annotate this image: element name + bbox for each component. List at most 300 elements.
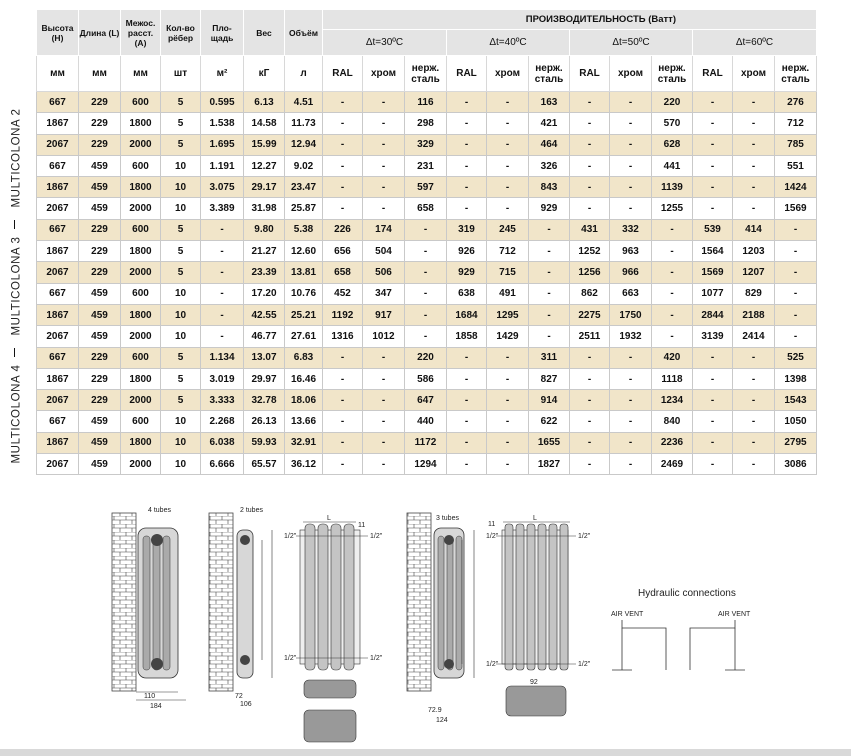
table-cell: 5 (161, 219, 201, 240)
delta-50-header: Δt=50ºC (570, 30, 693, 56)
table-cell: 11.73 (285, 113, 323, 134)
table-cell: 658 (323, 262, 363, 283)
table-cell: 10 (161, 177, 201, 198)
pipe-size-label: 1/2" (486, 661, 499, 668)
table-cell: 5 (161, 262, 201, 283)
table-row (37, 198, 817, 219)
performance-header: ПРОИЗВОДИТЕЛЬНОСТЬ (Ватт) (323, 10, 817, 30)
table-row (37, 326, 817, 347)
table-cell: 1077 (693, 283, 733, 304)
table-cell: 174 (363, 219, 405, 240)
table-cell: 1800 (121, 432, 161, 453)
table-cell: - (201, 262, 244, 283)
table-cell: - (733, 411, 775, 432)
table-cell: 459 (79, 326, 121, 347)
table-cell: 10 (161, 283, 201, 304)
table-cell: - (733, 92, 775, 113)
table-cell: - (570, 134, 610, 155)
sub-steel: нерж. сталь (652, 56, 693, 92)
table-cell: 667 (37, 347, 79, 368)
dim-L: L (327, 515, 331, 522)
pipe-size-label: 1/2" (578, 533, 591, 540)
table-cell: - (610, 92, 652, 113)
table-cell: 441 (652, 155, 693, 176)
spec-table-body (37, 92, 817, 475)
table-cell: 2067 (37, 390, 79, 411)
table-cell: 840 (652, 411, 693, 432)
table-cell: 329 (405, 134, 447, 155)
table-cell: 5 (161, 368, 201, 389)
table-cell: 2275 (570, 304, 610, 325)
table-cell: 326 (529, 155, 570, 176)
table-cell: 663 (610, 283, 652, 304)
table-cell: 226 (323, 219, 363, 240)
table-cell: 25.87 (285, 198, 323, 219)
table-cell: - (323, 432, 363, 453)
table-cell: 4.51 (285, 92, 323, 113)
table-cell: - (323, 411, 363, 432)
unit-center: мм (121, 56, 161, 92)
table-cell: - (529, 283, 570, 304)
table-cell: 5.38 (285, 219, 323, 240)
table-cell: - (610, 454, 652, 475)
table-cell: - (405, 219, 447, 240)
table-cell: - (652, 304, 693, 325)
table-cell: - (363, 177, 405, 198)
table-cell: - (447, 432, 487, 453)
table-cell: 914 (529, 390, 570, 411)
table-cell: 1655 (529, 432, 570, 453)
table-cell: 13.07 (244, 347, 285, 368)
col-ribs-header: Кол-во рёбер (161, 10, 201, 56)
table-cell: 245 (487, 219, 529, 240)
table-cell: 26.13 (244, 411, 285, 432)
table-cell: 1.538 (201, 113, 244, 134)
table-cell: 229 (79, 134, 121, 155)
table-cell: 10 (161, 411, 201, 432)
table-row (37, 92, 817, 113)
table-cell: - (363, 368, 405, 389)
table-cell: 6.83 (285, 347, 323, 368)
table-cell: 10 (161, 432, 201, 453)
table-cell: 347 (363, 283, 405, 304)
table-cell: 2067 (37, 134, 79, 155)
table-cell: 600 (121, 92, 161, 113)
table-cell: 13.81 (285, 262, 323, 283)
dim-110: 110 (144, 693, 156, 700)
table-cell: 966 (610, 262, 652, 283)
table-cell: - (610, 134, 652, 155)
table-cell: 1800 (121, 177, 161, 198)
table-cell: 3.389 (201, 198, 244, 219)
table-cell: 42.55 (244, 304, 285, 325)
table-cell: 638 (447, 283, 487, 304)
table-cell: 1118 (652, 368, 693, 389)
table-cell: 5 (161, 390, 201, 411)
table-cell: 551 (775, 155, 817, 176)
table-cell: 25.21 (285, 304, 323, 325)
table-cell: 2067 (37, 262, 79, 283)
table-cell: - (733, 155, 775, 176)
hydraulic-connections (611, 588, 751, 670)
pipe-size-label: 1/2" (578, 661, 591, 668)
drawing-3-tubes (407, 513, 474, 724)
table-cell: 3.075 (201, 177, 244, 198)
table-cell: 1932 (610, 326, 652, 347)
table-cell: 10 (161, 155, 201, 176)
table-cell: - (487, 411, 529, 432)
table-cell: - (733, 134, 775, 155)
table-cell: - (529, 304, 570, 325)
table-cell: 229 (79, 219, 121, 240)
table-cell: 229 (79, 262, 121, 283)
unit-length: мм (79, 56, 121, 92)
table-row (37, 241, 817, 262)
table-cell: 229 (79, 92, 121, 113)
table-cell: 21.27 (244, 241, 285, 262)
table-cell: 785 (775, 134, 817, 155)
table-cell: - (652, 262, 693, 283)
table-cell: - (693, 368, 733, 389)
table-cell: 220 (652, 92, 693, 113)
table-cell: 1424 (775, 177, 817, 198)
table-cell: 3.019 (201, 368, 244, 389)
table-cell: 600 (121, 283, 161, 304)
table-cell: - (487, 198, 529, 219)
table-cell: 600 (121, 155, 161, 176)
table-cell: - (487, 177, 529, 198)
table-cell: 6.666 (201, 454, 244, 475)
table-cell: 1398 (775, 368, 817, 389)
table-cell: 459 (79, 177, 121, 198)
table-row (37, 347, 817, 368)
technical-drawings (0, 500, 851, 749)
table-cell: - (323, 390, 363, 411)
table-cell: - (529, 262, 570, 283)
sub-steel: нерж. сталь (405, 56, 447, 92)
pipe-size-label: 1/2" (284, 533, 297, 540)
table-cell: 1172 (405, 432, 447, 453)
table-cell: 2000 (121, 262, 161, 283)
table-row (37, 432, 817, 453)
table-cell: - (201, 326, 244, 347)
sub-steel: нерж. сталь (775, 56, 817, 92)
table-cell: - (570, 368, 610, 389)
table-cell: - (487, 368, 529, 389)
dim-106: 106 (240, 701, 252, 708)
table-cell: 2414 (733, 326, 775, 347)
table-cell: 12.94 (285, 134, 323, 155)
table-cell: 667 (37, 283, 79, 304)
drawing-4-tubes (112, 507, 186, 710)
table-cell: 5 (161, 347, 201, 368)
table-cell: - (447, 113, 487, 134)
table-cell: - (733, 432, 775, 453)
col-area-header: Пло- щадь (201, 10, 244, 56)
table-cell: - (775, 262, 817, 283)
sub-chrome: хром (733, 56, 775, 92)
group-label-multicolona-4: MULTICOLONA 4 (10, 364, 23, 464)
table-cell: 452 (323, 283, 363, 304)
drawing-2-tubes (209, 507, 272, 708)
table-cell: 667 (37, 411, 79, 432)
table-cell: - (363, 113, 405, 134)
unit-volume: л (285, 56, 323, 92)
table-cell: - (775, 326, 817, 347)
label-3-tubes: 3 tubes (436, 515, 459, 522)
table-cell: 311 (529, 347, 570, 368)
table-cell: 1858 (447, 326, 487, 347)
table-cell: 2000 (121, 390, 161, 411)
table-cell: 1800 (121, 304, 161, 325)
table-cell: - (652, 241, 693, 262)
table-cell: - (405, 326, 447, 347)
air-vent-label: AIR VENT (718, 611, 751, 618)
table-cell: 1867 (37, 241, 79, 262)
sub-ral: RAL (570, 56, 610, 92)
table-cell: - (363, 92, 405, 113)
col-length-header: Длина (L) (79, 10, 121, 56)
group-label-multicolona-3: MULTICOLONA 3 (10, 236, 23, 336)
table-cell: - (323, 347, 363, 368)
table-cell: - (447, 155, 487, 176)
table-row (37, 219, 817, 240)
table-cell: 1050 (775, 411, 817, 432)
col-volume-header: Объём (285, 10, 323, 56)
table-cell: 2188 (733, 304, 775, 325)
label-4-tubes: 4 tubes (148, 507, 171, 514)
table-cell: - (570, 347, 610, 368)
table-cell: 1192 (323, 304, 363, 325)
delta-40-header: Δt=40ºC (447, 30, 570, 56)
dim-L: L (533, 515, 537, 522)
table-row (37, 454, 817, 475)
table-cell: - (323, 454, 363, 475)
table-cell: 1316 (323, 326, 363, 347)
table-cell: - (610, 198, 652, 219)
table-cell: - (487, 155, 529, 176)
table-cell: - (733, 454, 775, 475)
table-cell: - (570, 390, 610, 411)
sub-chrome: хром (363, 56, 405, 92)
group-label-multicolona-2: MULTICOLONA 2 (10, 108, 23, 208)
table-cell: 1294 (405, 454, 447, 475)
table-cell: 2236 (652, 432, 693, 453)
table-cell: 18.06 (285, 390, 323, 411)
footer-bar (0, 749, 851, 756)
table-cell: - (693, 198, 733, 219)
table-cell: - (693, 411, 733, 432)
table-cell: - (733, 347, 775, 368)
table-cell: 827 (529, 368, 570, 389)
table-cell: - (363, 347, 405, 368)
table-cell: 3086 (775, 454, 817, 475)
table-cell: 32.78 (244, 390, 285, 411)
table-cell: 1867 (37, 368, 79, 389)
table-cell: 0.595 (201, 92, 244, 113)
table-cell: 1.191 (201, 155, 244, 176)
table-cell: 414 (733, 219, 775, 240)
table-cell: 963 (610, 241, 652, 262)
table-cell: 163 (529, 92, 570, 113)
sub-ral: RAL (693, 56, 733, 92)
table-cell: 1255 (652, 198, 693, 219)
table-cell: - (775, 219, 817, 240)
table-cell: - (447, 411, 487, 432)
table-row (37, 390, 817, 411)
table-cell: - (570, 432, 610, 453)
table-cell: 10 (161, 198, 201, 219)
table-cell: - (693, 92, 733, 113)
table-cell: - (487, 347, 529, 368)
table-cell: 10 (161, 326, 201, 347)
col-height-header: Высота (H) (37, 10, 79, 56)
table-cell: 712 (487, 241, 529, 262)
table-cell: - (363, 390, 405, 411)
air-vent-label: AIR VENT (611, 611, 644, 618)
table-cell: - (529, 219, 570, 240)
table-cell: 459 (79, 198, 121, 219)
table-cell: - (570, 198, 610, 219)
table-cell: - (775, 304, 817, 325)
table-cell: 506 (363, 262, 405, 283)
table-cell: 917 (363, 304, 405, 325)
table-cell: 5 (161, 241, 201, 262)
table-cell: 2067 (37, 198, 79, 219)
table-cell: 440 (405, 411, 447, 432)
table-cell: 459 (79, 432, 121, 453)
table-cell: - (487, 92, 529, 113)
table-cell: 459 (79, 411, 121, 432)
table-cell: 229 (79, 347, 121, 368)
table-cell: - (447, 347, 487, 368)
table-cell: - (775, 241, 817, 262)
dim-184: 184 (150, 703, 162, 710)
table-cell: 2000 (121, 134, 161, 155)
hydraulic-title: Hydraulic connections (638, 588, 736, 599)
table-cell: - (487, 432, 529, 453)
table-cell: - (693, 432, 733, 453)
table-cell: 622 (529, 411, 570, 432)
sub-ral: RAL (323, 56, 363, 92)
unit-ribs: шт (161, 56, 201, 92)
table-cell: 420 (652, 347, 693, 368)
table-cell: - (323, 134, 363, 155)
table-row (37, 262, 817, 283)
table-cell: - (363, 454, 405, 475)
table-cell: 5 (161, 92, 201, 113)
table-cell: 459 (79, 155, 121, 176)
table-cell: 1684 (447, 304, 487, 325)
table-cell: 1800 (121, 113, 161, 134)
table-cell: - (529, 326, 570, 347)
table-cell: 319 (447, 219, 487, 240)
table-cell: 229 (79, 113, 121, 134)
table-cell: 431 (570, 219, 610, 240)
table-cell: - (323, 92, 363, 113)
table-cell: 5 (161, 134, 201, 155)
table-row (37, 155, 817, 176)
table-cell: 628 (652, 134, 693, 155)
col-weight-header: Вес (244, 10, 285, 56)
table-cell: - (529, 241, 570, 262)
table-cell: - (487, 134, 529, 155)
table-row (37, 368, 817, 389)
table-cell: 1569 (775, 198, 817, 219)
pipe-size-label: 1/2" (284, 655, 297, 662)
table-cell: 1750 (610, 304, 652, 325)
table-cell: 491 (487, 283, 529, 304)
pipe-size-label: 1/2" (486, 533, 499, 540)
table-cell: 1867 (37, 304, 79, 325)
table-cell: 332 (610, 219, 652, 240)
table-cell: 276 (775, 92, 817, 113)
table-cell: 1139 (652, 177, 693, 198)
table-cell: 2000 (121, 326, 161, 347)
table-cell: 229 (79, 368, 121, 389)
table-cell: - (405, 262, 447, 283)
pipe-size-label: 1/2" (370, 533, 383, 540)
table-cell: - (693, 177, 733, 198)
delta-60-header: Δt=60ºC (693, 30, 817, 56)
table-cell: 2795 (775, 432, 817, 453)
table-cell: 2.268 (201, 411, 244, 432)
table-row (37, 283, 817, 304)
table-cell: 27.61 (285, 326, 323, 347)
table-cell: 926 (447, 241, 487, 262)
table-cell: - (652, 326, 693, 347)
table-cell: 464 (529, 134, 570, 155)
sub-chrome: хром (487, 56, 529, 92)
table-cell: - (693, 454, 733, 475)
table-cell: - (447, 134, 487, 155)
table-cell: 929 (529, 198, 570, 219)
table-cell: - (775, 283, 817, 304)
table-cell: 570 (652, 113, 693, 134)
table-cell: 667 (37, 92, 79, 113)
dim-72-9: 72.9 (428, 707, 442, 714)
col-center-header: Межос. расст. (A) (121, 10, 161, 56)
delta-30-header: Δt=30ºC (323, 30, 447, 56)
table-cell: - (610, 113, 652, 134)
table-cell: 597 (405, 177, 447, 198)
table-cell: 421 (529, 113, 570, 134)
table-cell: - (363, 155, 405, 176)
unit-weight: кГ (244, 56, 285, 92)
table-cell: 525 (775, 347, 817, 368)
table-cell: - (652, 283, 693, 304)
table-cell: 1543 (775, 390, 817, 411)
table-cell: 220 (405, 347, 447, 368)
table-cell: 12.27 (244, 155, 285, 176)
table-cell: 600 (121, 411, 161, 432)
table-cell: - (610, 390, 652, 411)
table-cell: 15.99 (244, 134, 285, 155)
table-cell: - (405, 241, 447, 262)
table-cell: - (487, 454, 529, 475)
table-cell: - (323, 177, 363, 198)
table-cell: 16.46 (285, 368, 323, 389)
sub-steel: нерж. сталь (529, 56, 570, 92)
table-cell: - (570, 113, 610, 134)
table-cell: 600 (121, 347, 161, 368)
table-cell: - (693, 347, 733, 368)
table-cell: 1295 (487, 304, 529, 325)
table-cell: 1.695 (201, 134, 244, 155)
drawing-front-6-column (486, 515, 591, 716)
table-cell: 829 (733, 283, 775, 304)
table-cell: - (733, 198, 775, 219)
